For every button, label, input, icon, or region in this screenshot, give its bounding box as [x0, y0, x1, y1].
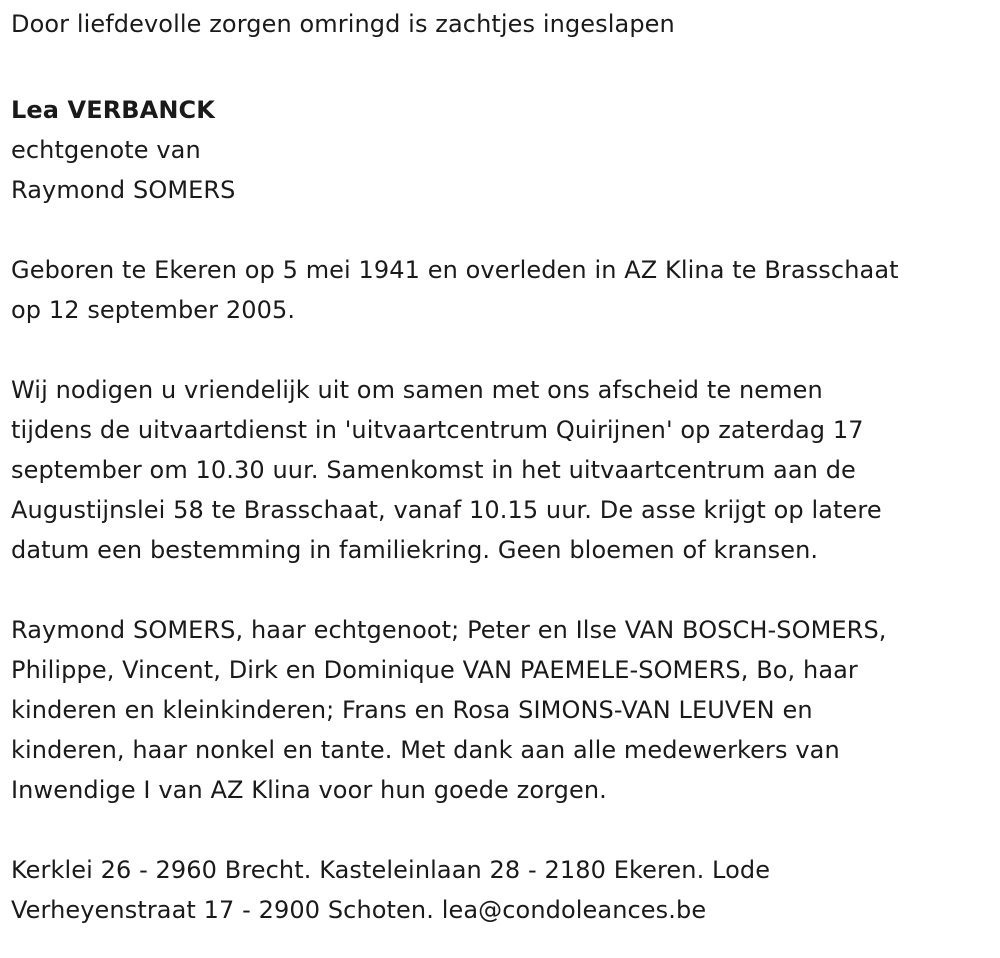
address-line — [11, 890, 991, 930]
paragraph-line: kinderen en kleinkinderen; Frans en Rosa SIMONS-VAN LEUVEN en — [11, 696, 813, 724]
paragraph-line: Philippe, Vincent, Dirk en Dominique VAN PAEMELE-SOMERS, Bo, haar — [11, 656, 858, 684]
email-link[interactable]: lea@condoleances.be — [441, 896, 707, 924]
address-line: Kerklei 26 - 2960 Brecht. Kasteleinlaan 28 - 2180 Ekeren. Lode — [11, 856, 771, 884]
paragraph-line: Inwendige I van AZ Klina voor hun goede zorgen. — [11, 776, 607, 804]
obituary-notice — [11, 0, 991, 930]
invitation-paragraph — [11, 370, 991, 570]
paragraph-line: Wij nodigen u vriendelijk uit om samen met ons afscheid te nemen — [11, 376, 823, 404]
address-text: Verheyenstraat 17 - 2900 Schoten. — [11, 896, 434, 924]
relation-text: echtgenote van — [11, 136, 201, 164]
deceased-name: Lea VERBANCK — [11, 96, 215, 124]
paragraph-line: Augustijnslei 58 te Brasschaat, vanaf 10.15 uur. De asse krijgt op latere — [11, 496, 882, 524]
paragraph-line: datum een bestemming in familiekring. Geen bloemen of kransen. — [11, 536, 819, 564]
paragraph-line: tijdens de uitvaartdienst in 'uitvaartcentrum Quirijnen' op zaterdag 17 — [11, 416, 864, 444]
paragraph-line: Raymond SOMERS, haar echtgenoot; Peter en Ilse VAN BOSCH-SOMERS, — [11, 616, 887, 644]
paragraph-line: september om 10.30 uur. Samenkomst in het uitvaartcentrum aan de — [11, 456, 856, 484]
paragraph-line: kinderen, haar nonkel en tante. Met dank aan alle medewerkers van — [11, 736, 840, 764]
birth-death-paragraph — [11, 250, 991, 330]
paragraph-line: op 12 september 2005. — [11, 296, 296, 324]
addresses-paragraph — [11, 850, 991, 930]
spouse-name: Raymond SOMERS — [11, 176, 236, 204]
family-paragraph — [11, 610, 991, 810]
paragraph-line: Geboren te Ekeren op 5 mei 1941 en overleden in AZ Klina te Brasschaat — [11, 256, 899, 284]
intro-text: Door liefdevolle zorgen omringd is zachtjes ingeslapen — [11, 10, 675, 38]
